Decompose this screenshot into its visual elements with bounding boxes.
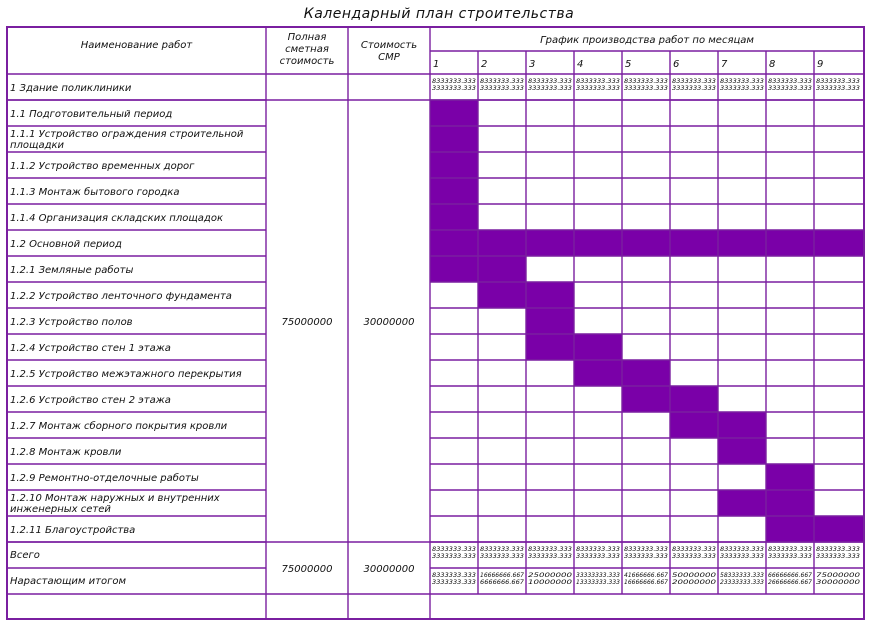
header-smr-cost: Стоимость [360,40,418,51]
monthly-value: 8333333.333 [816,78,861,85]
total-value: 3333333.333 [432,553,477,560]
gantt-bar [430,178,478,204]
total-value: 8333333.333 [432,546,477,553]
work-name: 1 Здание поликлиники [10,83,132,94]
month-label: 7 [721,59,728,70]
work-name: площадки [10,140,65,151]
monthly-value: 8333333.333 [768,78,813,85]
gantt-bar [430,204,478,230]
header-schedule: График производства работ по месяцам [540,35,754,46]
monthly-value: 3333333.333 [720,85,765,92]
work-name: 1.2 Основной период [10,239,122,250]
gantt-bar [430,126,478,152]
month-label: 2 [481,59,488,70]
monthly-value: 8333333.333 [576,78,621,85]
monthly-value: 3333333.333 [816,85,861,92]
cumulative-value: 16666666.667 [480,572,525,579]
work-name: 1.2.9 Ремонтно-отделочные работы [10,473,199,484]
total-value: 3333333.333 [720,553,765,560]
work-name: 1.2.2 Устройство ленточного фундамента [10,291,232,302]
header-full-cost: стоимость [279,56,335,67]
header-full-cost: Полная [287,32,327,43]
total-value: 3333333.333 [768,553,813,560]
cumulative-value: 33333333.333 [576,572,621,579]
monthly-value: 3333333.333 [768,85,813,92]
cumulative-value: 30000000 [816,579,861,586]
cumulative-value: 26666666.667 [768,579,813,586]
cumulative-value: 75000000 [816,572,861,579]
work-name: 1.1.2 Устройство временных дорог [10,161,195,172]
work-name: 1.2.6 Устройство стен 2 этажа [10,395,171,406]
gantt-bar [526,308,574,334]
work-name: 1.2.1 Земляные работы [10,265,134,276]
cumulative-value: 25000000 [528,572,573,579]
month-label: 5 [625,59,632,70]
total-value: 8333333.333 [624,546,669,553]
monthly-value: 3333333.333 [480,85,525,92]
work-name: 1.2.3 Устройство полов [10,317,133,328]
monthly-value: 3333333.333 [432,85,477,92]
total-full-cost: 75000000 [281,564,333,575]
gantt-bar [430,230,864,256]
cumulative-value: 16666666.667 [624,579,669,586]
cumulative-label: Нарастающим итогом [10,576,126,587]
cumulative-value: 66666666.667 [768,572,813,579]
cumulative-value: 20000000 [672,579,717,586]
total-value: 8333333.333 [768,546,813,553]
cumulative-value: 6666666.667 [480,579,525,586]
cumulative-value: 41666666.667 [624,572,669,579]
header-smr-cost: СМР [378,52,400,63]
work-name: 1.2.4 Устройство стен 1 этажа [10,343,171,354]
total-value: 8333333.333 [576,546,621,553]
monthly-value: 3333333.333 [576,85,621,92]
work-name: 1.2.8 Монтаж кровли [10,447,122,458]
gantt-bar [766,464,814,490]
smr-cost-value: 30000000 [363,317,415,328]
total-value: 3333333.333 [528,553,573,560]
page-title: Календарный план строительства [303,6,575,22]
month-label: 6 [673,59,680,70]
work-name: 1.1.4 Организация складских площадок [10,213,223,224]
header-full-cost: сметная [285,44,329,55]
total-value: 3333333.333 [576,553,621,560]
cumulative-value: 8333333.333 [432,572,477,579]
cumulative-value: 3333333.333 [432,579,477,586]
monthly-value: 8333333.333 [624,78,669,85]
gantt-bar [718,438,766,464]
month-label: 8 [769,59,776,70]
work-name: 1.1.3 Монтаж бытового городка [10,187,180,198]
total-value: 3333333.333 [480,553,525,560]
work-name: 1.2.5 Устройство межэтажного перекрытия [10,369,242,380]
total-smr-cost: 30000000 [363,564,415,575]
work-name: 1.2.7 Монтаж сборного покрытия кровли [10,421,228,432]
total-value: 8333333.333 [528,546,573,553]
total-value: 3333333.333 [672,553,717,560]
monthly-value: 3333333.333 [672,85,717,92]
header-name: Наименование работ [80,40,193,51]
total-value: 3333333.333 [624,553,669,560]
monthly-value: 8333333.333 [528,78,573,85]
monthly-value: 8333333.333 [720,78,765,85]
month-label: 9 [817,59,824,70]
monthly-value: 8333333.333 [672,78,717,85]
cumulative-value: 23333333.333 [720,579,765,586]
work-name: 1.2.11 Благоустройства [10,525,136,536]
cumulative-value: 50000000 [672,572,717,579]
monthly-value: 3333333.333 [528,85,573,92]
cumulative-value: 58333333.333 [720,572,765,579]
total-value: 3333333.333 [816,553,861,560]
total-value: 8333333.333 [720,546,765,553]
cumulative-value: 10000000 [528,579,573,586]
total-label: Всего [10,550,40,561]
monthly-value: 8333333.333 [432,78,477,85]
work-name: 1.1 Подготовительный период [10,109,173,120]
month-label: 4 [577,59,584,70]
work-name: инженерных сетей [10,504,111,515]
total-value: 8333333.333 [480,546,525,553]
month-label: 1 [433,59,440,70]
work-name: 1.2.10 Монтаж наружных и внутренних [10,493,220,504]
gantt-bar [430,152,478,178]
monthly-value: 8333333.333 [480,78,525,85]
monthly-value: 3333333.333 [624,85,669,92]
month-label: 3 [529,59,536,70]
work-name: 1.1.1 Устройство ограждения строительной [10,129,244,140]
full-cost-value: 75000000 [281,317,333,328]
gantt-bar [430,100,478,126]
total-value: 8333333.333 [672,546,717,553]
total-value: 8333333.333 [816,546,861,553]
cumulative-value: 13333333.333 [576,579,621,586]
gantt-bar [766,516,864,542]
